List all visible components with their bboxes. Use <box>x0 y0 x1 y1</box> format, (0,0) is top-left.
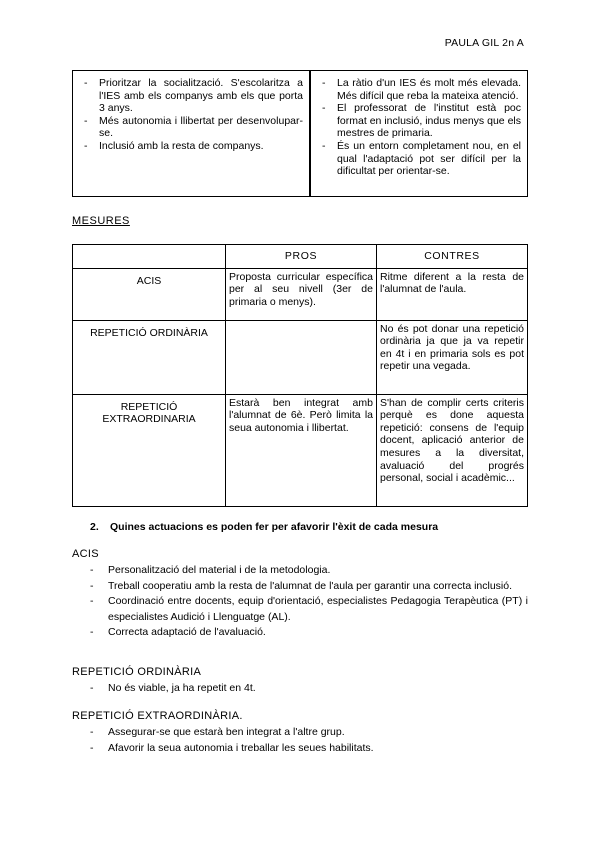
pros-cell: Proposta curricular específica per al seu nivell (3er de primaria o menys). <box>226 268 377 320</box>
pros-contres-summary-table <box>72 70 528 197</box>
pros-cell <box>226 320 377 394</box>
list-item: - Correcta adaptació de l'avaluació. <box>72 625 528 641</box>
list-item: - Assegurar-se que estarà ben integrat a l'altre grup. <box>72 725 528 741</box>
section-title-repeticio-extraordinaria: REPETICIÓ EXTRAORDINÀRIA. <box>72 710 243 722</box>
author-header: PAULA GIL 2n A <box>444 37 524 49</box>
list-item: - Més autonomia i llibertat per desenvolupar-se. <box>77 115 303 140</box>
table-row <box>73 268 528 320</box>
row-label: REPETICIÓ EXTRAORDINARIA <box>73 394 226 506</box>
section-title-mesures: MESURES <box>72 215 130 227</box>
contres-list <box>315 77 521 178</box>
repeticio-extraordinaria-section <box>72 710 528 756</box>
acis-section <box>72 548 528 641</box>
pros-list <box>77 77 303 153</box>
list-item: - La ràtio d'un IES és molt més elevada. Més difícil que reba la mateixa atenció. <box>315 77 521 102</box>
list-item: - Treball cooperatiu amb la resta de l'alumnat de l'aula per garantir una correcta inclusió. <box>72 579 528 595</box>
contres-cell: S'han de complir certs criteris perquè es done aquesta repetició: consens de l'equip docent, aplicació anterior de mesures a la diversitat, avaluació del progrés personal, social i acadèmic... <box>377 394 528 506</box>
table-header-cell: PROS <box>226 245 377 269</box>
table-header-cell: CONTRES <box>377 245 528 269</box>
question-2-heading <box>90 521 438 533</box>
list-item: - Inclusió amb la resta de companys. <box>77 140 303 153</box>
question-text: Quines actuacions es poden fer per afavorir l'èxit de cada mesura <box>110 521 439 533</box>
list-item: - Prioritzar la socialització. S'escolaritza a l'IES amb els companys amb els que porta 3 anys. <box>77 77 303 115</box>
list-item: - El professorat de l'institut està poc format en inclusió, indus menys que els mestres de primaria. <box>315 102 521 140</box>
section-title-repeticio-ordinaria: REPETICIÓ ORDINÀRIA <box>72 666 202 678</box>
list-item: - Personalització del material i de la metodologia. <box>72 563 528 579</box>
list-item: - És un entorn completament nou, en el qual l'adaptació pot ser difícil per la dificultat per orientar-se. <box>315 140 521 178</box>
table-row <box>73 320 528 394</box>
contres-cell: No és pot donar una repetició ordinària ja que ja va repetir en 4t i en primaria sols es pot repetir una vegada. <box>377 320 528 394</box>
question-number: 2. <box>90 521 99 533</box>
pros-cell <box>73 71 311 197</box>
table-header-cell <box>73 245 226 269</box>
acis-list <box>72 563 528 641</box>
contres-cell: Ritme diferent a la resta de l'alumnat de l'aula. <box>377 268 528 320</box>
table-header-row <box>73 245 528 269</box>
row-label: REPETICIÓ ORDINÀRIA <box>73 320 226 394</box>
repeticio-ordinaria-section <box>72 666 528 697</box>
table-row <box>73 394 528 506</box>
repeticio-ordinaria-list <box>72 681 528 697</box>
contres-cell <box>310 71 528 197</box>
pros-cell: Estarà ben integrat amb l'alumnat de 6è. Però limita la seua autonomia i llibertat. <box>226 394 377 506</box>
row-label: ACIS <box>73 268 226 320</box>
list-item: - No és viable, ja ha repetit en 4t. <box>72 681 528 697</box>
list-item: - Afavorir la seua autonomia i treballar les seues habilitats. <box>72 741 528 757</box>
section-title-acis: ACIS <box>72 548 99 560</box>
repeticio-extraordinaria-list <box>72 725 528 756</box>
mesures-table <box>72 244 528 507</box>
list-item: - Coordinació entre docents, equip d'orientació, especialistes Pedagogia Terapèutica (PT) i especialistes Audició i Llenguatge (AL). <box>72 594 528 625</box>
